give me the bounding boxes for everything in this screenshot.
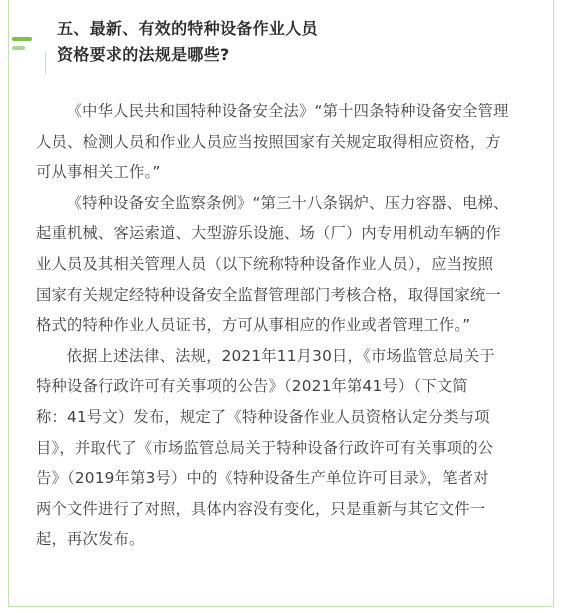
- section-title-line-2: 资格要求的法规是哪些?: [57, 45, 230, 64]
- accent-bar-short-icon: [12, 46, 25, 50]
- accent-bar-icon: [12, 37, 32, 41]
- text-line: 起重机械、客运索道、大型游乐设施、场（厂）内专用机动车辆的作: [36, 224, 501, 243]
- section-title: [57, 16, 517, 68]
- text-line: 目》，并取代了《市场监管总局关于特种设备行政许可有关事项的公: [36, 438, 494, 457]
- text-line: 《中华人民共和国特种设备安全法》“第十四条特种设备安全管理: [66, 102, 509, 120]
- article-body: [36, 96, 536, 555]
- text-line: 可从事相关工作。”: [36, 163, 161, 182]
- text-line: 告》（2019年第3号）中的《特种设备生产单位许可目录》，笔者对: [36, 469, 489, 488]
- text-line: 人员、检测人员和作业人员应当按照国家有关规定取得相应资格，方: [36, 132, 501, 151]
- text-line: 国家有关规定经特种设备安全监督管理部门考核合格，取得国家统一: [36, 285, 501, 304]
- text-line: 起，再次发布。: [36, 530, 145, 549]
- text-line: 两个文件进行了对照，具体内容没有变化，只是重新与其它文件一: [36, 499, 486, 518]
- text-line: 业人员及其相关管理人员（以下统称特种设备作业人员），应当按照: [36, 254, 494, 273]
- paragraph-safety-law: [36, 96, 536, 188]
- text-line: 称：41号文）发布，规定了《特种设备作业人员资格认定分类与项: [36, 407, 490, 426]
- text-line: 《特种设备安全监察条例》“第三十八条锅炉、压力容器、电梯、: [66, 193, 509, 212]
- section-header: [0, 16, 562, 70]
- paragraph-announcement: [36, 341, 536, 555]
- text-line: 特种设备行政许可有关事项的公告》（2021年第41号）（下文简: [36, 377, 468, 396]
- section-title-line-1: 五、最新、有效的特种设备作业人员: [57, 19, 318, 38]
- text-line: 格式的特种作业人员证书，方可从事相应的作业或者管理工作。”: [36, 316, 471, 335]
- paragraph-supervision-regulation: [36, 188, 536, 341]
- text-line: 依据上述法律、法规，2021年11月30日，《市场监管总局关于: [66, 346, 495, 365]
- header-divider: [45, 52, 46, 74]
- frame-corner: [553, 0, 554, 12]
